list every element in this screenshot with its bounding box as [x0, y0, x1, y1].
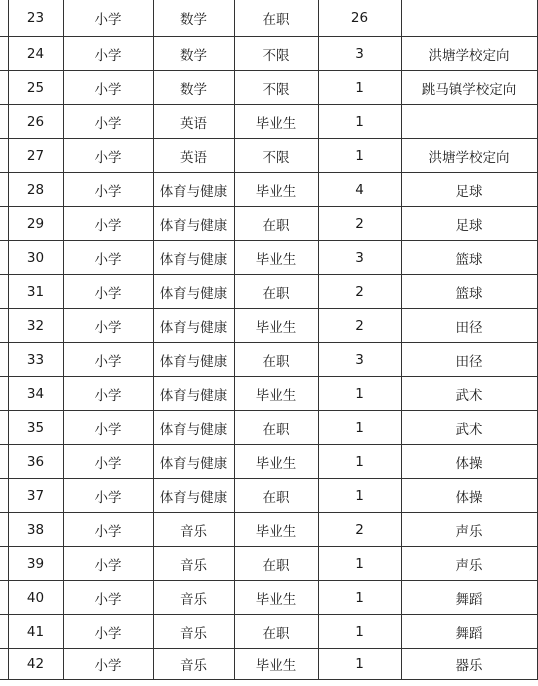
- cell-note: 舞蹈: [401, 581, 537, 615]
- cell-number: 26: [8, 105, 63, 139]
- cell-school-level: 小学: [63, 207, 153, 241]
- cell-school-level: 小学: [63, 37, 153, 71]
- row-edge-cell: [0, 547, 8, 581]
- cell-candidate-type: 毕业生: [234, 309, 318, 343]
- cell-candidate-type: 不限: [234, 139, 318, 173]
- cell-subject: 英语: [153, 139, 234, 173]
- table-row: [0, 275, 537, 309]
- cell-school-level: 小学: [63, 649, 153, 680]
- cell-note: 体操: [401, 445, 537, 479]
- cell-candidate-type: 毕业生: [234, 105, 318, 139]
- cell-count: 26: [318, 0, 401, 37]
- cell-candidate-type: 不限: [234, 71, 318, 105]
- cell-subject: 音乐: [153, 649, 234, 680]
- row-edge-cell: [0, 513, 8, 547]
- cell-subject: 体育与健康: [153, 343, 234, 377]
- cell-count: 1: [318, 445, 401, 479]
- cell-school-level: 小学: [63, 513, 153, 547]
- row-edge-cell: [0, 377, 8, 411]
- cell-count: 2: [318, 275, 401, 309]
- row-edge-cell: [0, 343, 8, 377]
- cell-subject: 体育与健康: [153, 173, 234, 207]
- row-edge-cell: [0, 275, 8, 309]
- cell-candidate-type: 在职: [234, 479, 318, 513]
- cell-school-level: 小学: [63, 275, 153, 309]
- cell-school-level: 小学: [63, 445, 153, 479]
- cell-subject: 体育与健康: [153, 479, 234, 513]
- table-row: [0, 581, 537, 615]
- cell-subject: 体育与健康: [153, 411, 234, 445]
- cell-subject: 音乐: [153, 615, 234, 649]
- cell-school-level: 小学: [63, 309, 153, 343]
- table-row: [0, 513, 537, 547]
- cell-count: 1: [318, 649, 401, 680]
- row-edge-cell: [0, 173, 8, 207]
- table-row: [0, 105, 537, 139]
- cell-school-level: 小学: [63, 581, 153, 615]
- cell-count: 1: [318, 479, 401, 513]
- cell-number: 39: [8, 547, 63, 581]
- cell-school-level: 小学: [63, 479, 153, 513]
- cell-subject: 数学: [153, 71, 234, 105]
- cell-number: 29: [8, 207, 63, 241]
- cell-school-level: 小学: [63, 547, 153, 581]
- cell-count: 1: [318, 71, 401, 105]
- row-edge-cell: [0, 37, 8, 71]
- cell-note: 洪塘学校定向: [401, 37, 537, 71]
- cell-note: 器乐: [401, 649, 537, 680]
- cell-subject: 音乐: [153, 513, 234, 547]
- table-row: [0, 615, 537, 649]
- cell-candidate-type: 毕业生: [234, 241, 318, 275]
- cell-note: 篮球: [401, 275, 537, 309]
- cell-note: 足球: [401, 207, 537, 241]
- cell-count: 1: [318, 615, 401, 649]
- table-row: [0, 139, 537, 173]
- cell-count: 1: [318, 139, 401, 173]
- cell-count: 3: [318, 37, 401, 71]
- cell-subject: 英语: [153, 105, 234, 139]
- cell-school-level: 小学: [63, 139, 153, 173]
- row-edge-cell: [0, 241, 8, 275]
- cell-candidate-type: 在职: [234, 207, 318, 241]
- cell-note: 体操: [401, 479, 537, 513]
- cell-count: 1: [318, 377, 401, 411]
- cell-count: 1: [318, 547, 401, 581]
- cell-number: 28: [8, 173, 63, 207]
- cell-count: 4: [318, 173, 401, 207]
- cell-subject: 数学: [153, 0, 234, 37]
- cell-number: 40: [8, 581, 63, 615]
- row-edge-cell: [0, 479, 8, 513]
- cell-subject: 体育与健康: [153, 241, 234, 275]
- cell-candidate-type: 毕业生: [234, 649, 318, 680]
- cell-number: 38: [8, 513, 63, 547]
- row-edge-cell: [0, 615, 8, 649]
- cell-number: 34: [8, 377, 63, 411]
- cell-subject: 体育与健康: [153, 445, 234, 479]
- cell-note: 足球: [401, 173, 537, 207]
- cell-count: 2: [318, 309, 401, 343]
- cell-subject: 音乐: [153, 547, 234, 581]
- cell-note: 武术: [401, 411, 537, 445]
- table-row: [0, 445, 537, 479]
- cell-number: 35: [8, 411, 63, 445]
- cell-number: 27: [8, 139, 63, 173]
- cell-subject: 数学: [153, 37, 234, 71]
- row-edge-cell: [0, 0, 8, 37]
- cell-subject: 体育与健康: [153, 207, 234, 241]
- table-row: [0, 649, 537, 680]
- row-edge-cell: [0, 71, 8, 105]
- cell-candidate-type: 在职: [234, 343, 318, 377]
- cell-school-level: 小学: [63, 343, 153, 377]
- cell-subject: 体育与健康: [153, 309, 234, 343]
- cell-count: 1: [318, 105, 401, 139]
- table-row: [0, 377, 537, 411]
- row-edge-cell: [0, 309, 8, 343]
- row-edge-cell: [0, 445, 8, 479]
- cell-note: 田径: [401, 343, 537, 377]
- cell-number: 36: [8, 445, 63, 479]
- cell-school-level: 小学: [63, 377, 153, 411]
- cell-school-level: 小学: [63, 105, 153, 139]
- cell-school-level: 小学: [63, 411, 153, 445]
- cell-note: [401, 0, 537, 37]
- row-edge-cell: [0, 105, 8, 139]
- cell-candidate-type: 毕业生: [234, 581, 318, 615]
- cell-number: 31: [8, 275, 63, 309]
- cell-school-level: 小学: [63, 173, 153, 207]
- cell-subject: 音乐: [153, 581, 234, 615]
- cell-note: 田径: [401, 309, 537, 343]
- table-row: [0, 479, 537, 513]
- cell-subject: 体育与健康: [153, 275, 234, 309]
- cell-school-level: 小学: [63, 241, 153, 275]
- cell-count: 3: [318, 241, 401, 275]
- cell-note: 洪塘学校定向: [401, 139, 537, 173]
- cell-note: [401, 105, 537, 139]
- row-edge-cell: [0, 581, 8, 615]
- cell-count: 3: [318, 343, 401, 377]
- table-row: [0, 173, 537, 207]
- cell-count: 1: [318, 411, 401, 445]
- table-row: [0, 547, 537, 581]
- table-row: [0, 71, 537, 105]
- cell-candidate-type: 毕业生: [234, 513, 318, 547]
- cell-candidate-type: 在职: [234, 0, 318, 37]
- table-row: [0, 37, 537, 71]
- table-row: [0, 343, 537, 377]
- row-edge-cell: [0, 411, 8, 445]
- table-row: [0, 207, 537, 241]
- table-row: [0, 411, 537, 445]
- cell-note: 篮球: [401, 241, 537, 275]
- cell-candidate-type: 在职: [234, 615, 318, 649]
- cell-school-level: 小学: [63, 0, 153, 37]
- cell-candidate-type: 毕业生: [234, 377, 318, 411]
- cell-number: 30: [8, 241, 63, 275]
- cell-number: 41: [8, 615, 63, 649]
- cell-note: 武术: [401, 377, 537, 411]
- cell-school-level: 小学: [63, 71, 153, 105]
- row-edge-cell: [0, 139, 8, 173]
- cell-note: 声乐: [401, 513, 537, 547]
- cell-subject: 体育与健康: [153, 377, 234, 411]
- cell-number: 25: [8, 71, 63, 105]
- cell-candidate-type: 不限: [234, 37, 318, 71]
- cell-count: 2: [318, 207, 401, 241]
- cell-number: 37: [8, 479, 63, 513]
- cell-candidate-type: 毕业生: [234, 173, 318, 207]
- cell-candidate-type: 在职: [234, 275, 318, 309]
- cell-candidate-type: 在职: [234, 411, 318, 445]
- cell-number: 33: [8, 343, 63, 377]
- cell-number: 42: [8, 649, 63, 680]
- cell-note: 声乐: [401, 547, 537, 581]
- table-row: [0, 0, 537, 37]
- row-edge-cell: [0, 207, 8, 241]
- row-edge-cell: [0, 649, 8, 680]
- cell-note: 舞蹈: [401, 615, 537, 649]
- cell-count: 1: [318, 581, 401, 615]
- cell-note: 跳马镇学校定向: [401, 71, 537, 105]
- table-row: [0, 241, 537, 275]
- cell-number: 24: [8, 37, 63, 71]
- cell-count: 2: [318, 513, 401, 547]
- cell-candidate-type: 毕业生: [234, 445, 318, 479]
- cell-number: 32: [8, 309, 63, 343]
- cell-candidate-type: 在职: [234, 547, 318, 581]
- cell-number: 23: [8, 0, 63, 37]
- table-row: [0, 309, 537, 343]
- cell-school-level: 小学: [63, 615, 153, 649]
